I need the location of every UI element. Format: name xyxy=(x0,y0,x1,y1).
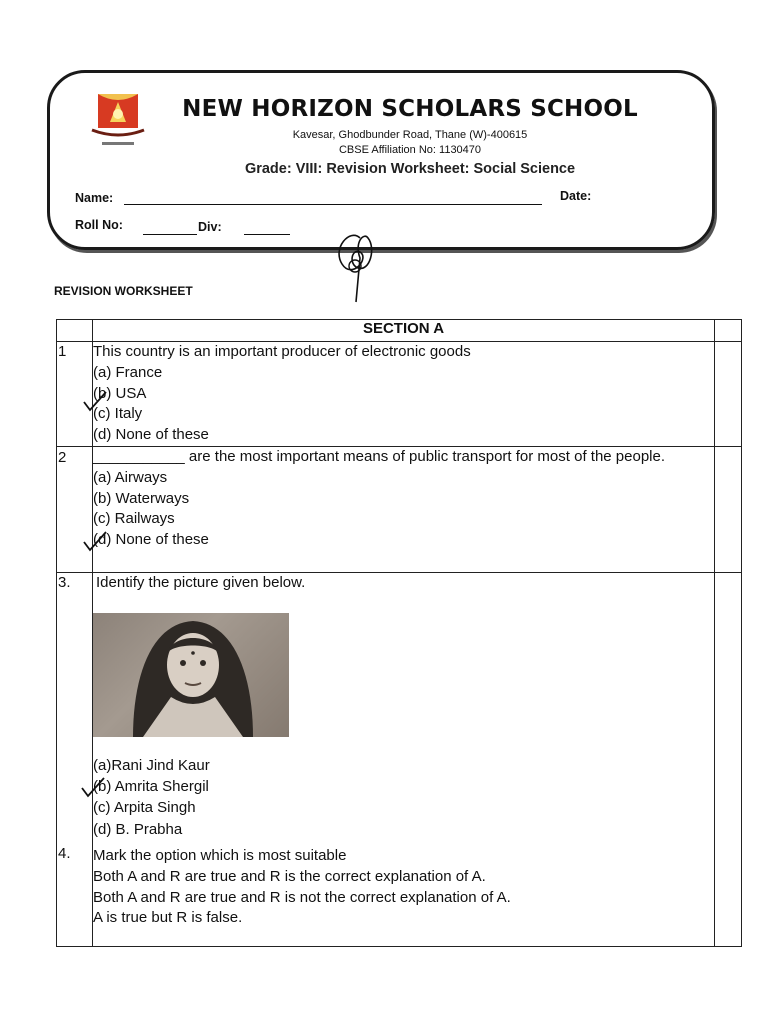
question-text: Identify the picture given below. xyxy=(96,574,306,591)
portrait-image xyxy=(93,613,289,737)
check-mark-icon xyxy=(80,776,106,798)
option[interactable]: (c) Arpita Singh xyxy=(93,798,196,816)
name-line[interactable] xyxy=(124,204,542,205)
table-divider xyxy=(714,319,715,947)
question-text: This country is an important producer of electronic goods xyxy=(93,343,471,360)
div-label: Div: xyxy=(198,220,222,234)
option[interactable]: Both A and R are true and R is not the correct explanation of A. xyxy=(93,888,511,906)
grade-line: Grade: VIII: Revision Worksheet: Social Science xyxy=(244,161,576,177)
check-mark-icon xyxy=(82,530,108,552)
question-3-options xyxy=(93,756,210,841)
question-number: 4. xyxy=(58,845,71,862)
question-table xyxy=(56,319,742,947)
option[interactable]: (a) France xyxy=(93,363,163,381)
name-label: Name: xyxy=(75,191,114,205)
roll-label: Roll No: xyxy=(75,218,123,232)
option[interactable]: (c) Italy xyxy=(93,405,143,423)
option[interactable]: (b) Waterways xyxy=(93,489,190,507)
div-line[interactable] xyxy=(244,234,290,235)
affiliation-number: CBSE Affiliation No: 1130470 xyxy=(338,144,482,156)
date-label: Date: xyxy=(560,189,592,203)
school-name: NEW HORIZON SCHOLARS SCHOOL xyxy=(182,96,638,122)
question-number: 3. xyxy=(58,574,71,591)
question-text: ___________ are the most important means of public transport for most of the people. xyxy=(93,448,666,465)
option[interactable]: (b) USA xyxy=(93,384,147,402)
option[interactable]: Both A and R are true and R is the correct explanation of A. xyxy=(93,867,486,885)
option[interactable]: (a) Airways xyxy=(93,468,168,486)
option[interactable]: A is true but R is false. xyxy=(93,909,243,927)
roll-line[interactable] xyxy=(143,234,197,235)
section-title: SECTION A xyxy=(362,320,445,337)
option[interactable]: (d) None of these xyxy=(93,426,209,444)
portrait-icon xyxy=(93,613,289,737)
question-1 xyxy=(93,342,471,446)
option[interactable]: (b) Amrita Shergil xyxy=(93,777,209,795)
option[interactable]: (a)Rani Jind Kaur xyxy=(93,757,210,774)
question-number: 2 xyxy=(58,449,67,466)
option[interactable]: (d) None of these xyxy=(93,531,209,549)
question-2 xyxy=(93,447,713,551)
school-address: Kavesar, Ghodbunder Road, Thane (W)-400615 xyxy=(292,129,528,141)
signature-icon xyxy=(330,228,390,306)
option[interactable]: (c) Railways xyxy=(93,510,175,528)
check-mark-icon xyxy=(82,390,108,412)
option[interactable]: (d) B. Prabha xyxy=(93,821,183,839)
question-4 xyxy=(93,846,511,929)
worksheet-title: REVISION WORKSHEET xyxy=(54,284,193,298)
school-logo-icon xyxy=(90,92,146,150)
question-text: Mark the option which is most suitable xyxy=(93,847,347,864)
question-number: 1 xyxy=(58,343,67,360)
